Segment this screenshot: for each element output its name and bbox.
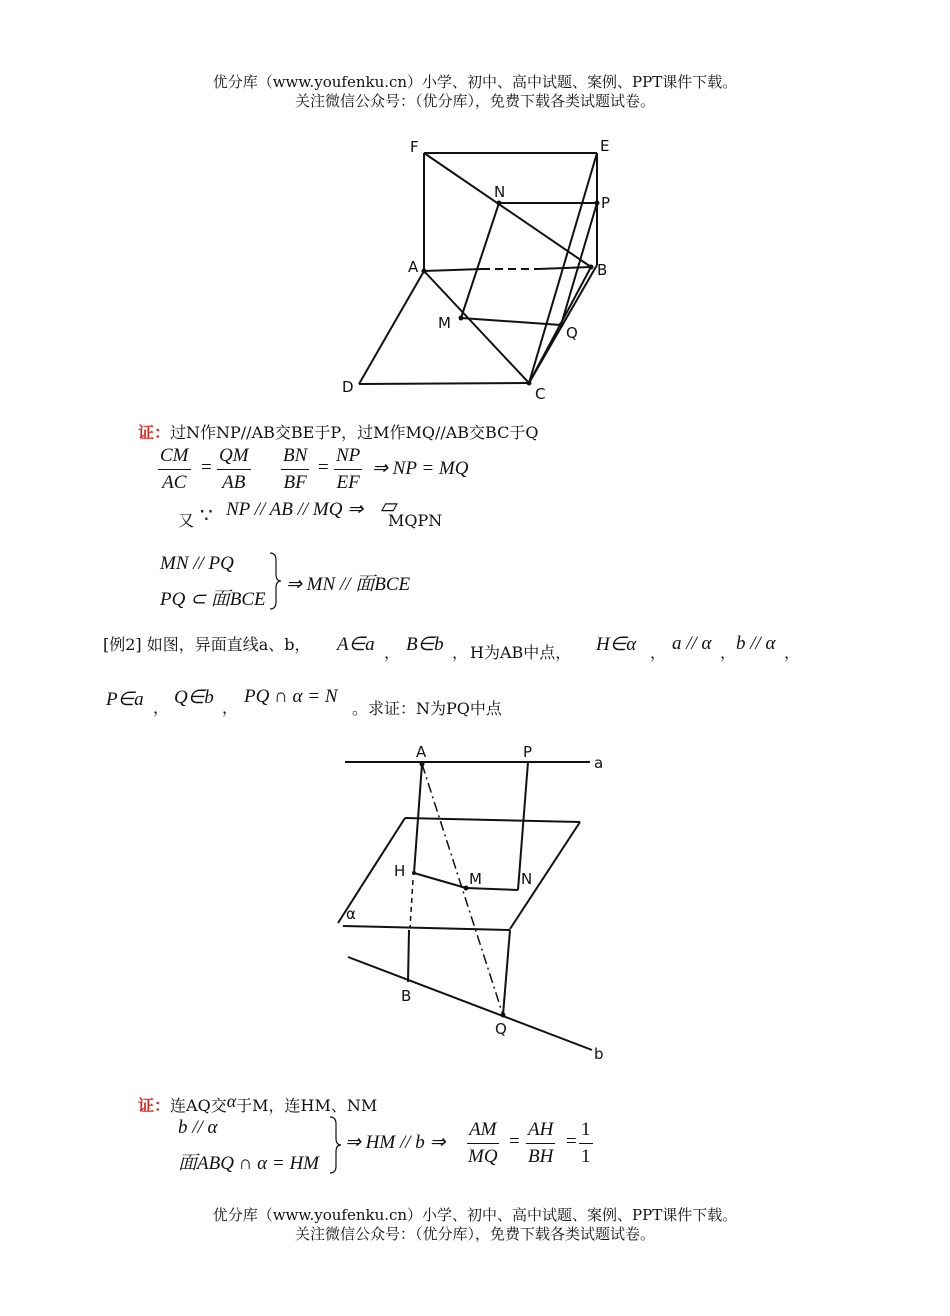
proof1-fraction-qm-ab xyxy=(217,443,251,496)
because-symbol: ∵ xyxy=(200,503,213,527)
fraction-denominator: BF xyxy=(283,472,307,493)
fig2-label-A: A xyxy=(416,743,427,761)
fraction-denominator: AC xyxy=(162,472,187,493)
example2-c3: H∈α xyxy=(596,634,637,655)
fraction-numerator: 1 xyxy=(579,1117,593,1144)
example2-s4: ， xyxy=(720,643,737,662)
figure-plane-diagram xyxy=(330,740,620,1065)
right-brace-icon xyxy=(268,552,282,610)
example2-s1: ， xyxy=(384,643,401,662)
proof1-cond2: PQ ⊂ 面BCE xyxy=(160,589,266,610)
example2-c5: b // α xyxy=(736,633,776,654)
fig1-label-D: D xyxy=(342,378,354,396)
proof2-fraction-1-1 xyxy=(579,1117,593,1170)
proof1-eq1: = xyxy=(201,457,212,478)
example2-s2: ， xyxy=(452,643,469,662)
proof1-fraction-np-ef xyxy=(334,443,362,496)
proof1-conclusion: ⇒ MN // 面BCE xyxy=(286,574,411,595)
proof2-text2: 于M，连HM、NM xyxy=(236,1096,378,1115)
fig1-label-C: C xyxy=(535,385,546,403)
fraction-numerator: NP xyxy=(334,443,362,470)
proof2-label: 证： xyxy=(138,1096,171,1115)
fraction-numerator: AH xyxy=(526,1117,555,1144)
fig1-label-P: P xyxy=(601,194,611,212)
fig2-label-B: B xyxy=(401,987,412,1005)
proof1-result1: ⇒ NP = MQ xyxy=(372,458,469,479)
proof1-label: 证： xyxy=(138,423,171,442)
footer-line-2: 关注微信公众号：（优分库），免费下载各类试题试卷。 xyxy=(294,1225,655,1243)
footer-line-1: 优分库（www.youfenku.cn）小学、初中、高中试题、案例、PPT课件下载。 xyxy=(212,1206,738,1224)
fraction-denominator: 1 xyxy=(581,1146,591,1167)
header-line-2: 关注微信公众号：（优分库），免费下载各类试题试卷。 xyxy=(294,92,655,110)
example2-s6: ， xyxy=(153,698,170,717)
fraction-denominator: BH xyxy=(528,1146,554,1167)
fig2-label-N: N xyxy=(521,870,533,888)
figure-prism-diagram xyxy=(330,130,630,405)
example2-c8: PQ ∩ α = N xyxy=(244,686,338,707)
proof2-fraction-ah-bh xyxy=(526,1117,555,1170)
proof1-parallel: NP // AB // MQ ⇒ xyxy=(226,499,364,520)
proof2-text1: 连AQ交 xyxy=(170,1096,227,1115)
example2-s5: ， xyxy=(784,643,801,662)
fig2-label-b: b xyxy=(594,1045,604,1063)
proof1-cond1: MN // PQ xyxy=(160,553,234,574)
proof2-eq1: = xyxy=(509,1131,520,1152)
proof1-you: 又 xyxy=(178,511,195,530)
proof2-result: ⇒ HM // b ⇒ xyxy=(345,1132,446,1153)
fig1-label-A: A xyxy=(408,258,419,276)
example2-c7: Q∈b xyxy=(174,687,214,708)
example2-c4: a // α xyxy=(672,633,712,654)
fig1-label-E: E xyxy=(600,137,610,155)
fig1-label-B: B xyxy=(597,261,608,279)
proof1-intro xyxy=(138,420,538,443)
fraction-denominator: AB xyxy=(222,472,246,493)
fig2-label-M: M xyxy=(469,870,482,888)
example2-s3: ， xyxy=(650,643,667,662)
proof2-alpha: α xyxy=(226,1091,237,1111)
fraction-numerator: AM xyxy=(467,1117,498,1144)
fraction-denominator: EF xyxy=(336,472,360,493)
proof2-cond1: b // α xyxy=(178,1117,218,1138)
proof1-fraction-cm-ac xyxy=(158,443,191,496)
example2-ask: 。求证：N为PQ中点 xyxy=(352,699,502,718)
fig1-label-N: N xyxy=(494,183,506,201)
fig1-label-F: F xyxy=(410,138,419,156)
example2-c6: P∈a xyxy=(106,689,144,710)
fraction-numerator: QM xyxy=(217,443,251,470)
proof1-fraction-bn-bf xyxy=(281,443,309,496)
fig2-label-Q: Q xyxy=(495,1020,507,1038)
proof1-parallelogram-name: MQPN xyxy=(388,511,443,530)
example2-c2: B∈b xyxy=(406,634,444,655)
header-line-1: 优分库（www.youfenku.cn）小学、初中、高中试题、案例、PPT课件下载。 xyxy=(212,73,738,91)
fig1-label-Q: Q xyxy=(566,324,578,342)
fig2-label-alpha: α xyxy=(346,905,356,923)
fraction-denominator: MQ xyxy=(468,1146,498,1167)
example2-line1 xyxy=(103,632,311,655)
fig2-label-P: P xyxy=(523,743,533,761)
fraction-numerator: CM xyxy=(158,443,191,470)
fig2-label-H: H xyxy=(394,862,406,880)
example2-s7: ， xyxy=(222,698,239,717)
proof1-text: 过N作NP//AB交BE于P，过M作MQ//AB交BC于Q xyxy=(170,423,539,442)
example2-c1: A∈a xyxy=(337,634,375,655)
fraction-numerator: BN xyxy=(281,443,309,470)
proof2-fraction-am-mq xyxy=(466,1117,500,1170)
proof2-cond2: 面ABQ ∩ α = HM xyxy=(178,1153,319,1174)
fig2-label-a: a xyxy=(594,754,604,772)
proof2-intro xyxy=(138,1091,377,1116)
fig1-label-M: M xyxy=(438,314,451,332)
example2-mid: H为AB中点， xyxy=(470,643,572,662)
proof2-eq2: = xyxy=(566,1131,577,1152)
parallelogram-icon: ▱ xyxy=(381,494,398,519)
right-brace-icon xyxy=(328,1116,342,1174)
proof1-eq2: = xyxy=(318,457,329,478)
example2-label: [例2] 如图，异面直线a、b， xyxy=(103,635,311,654)
